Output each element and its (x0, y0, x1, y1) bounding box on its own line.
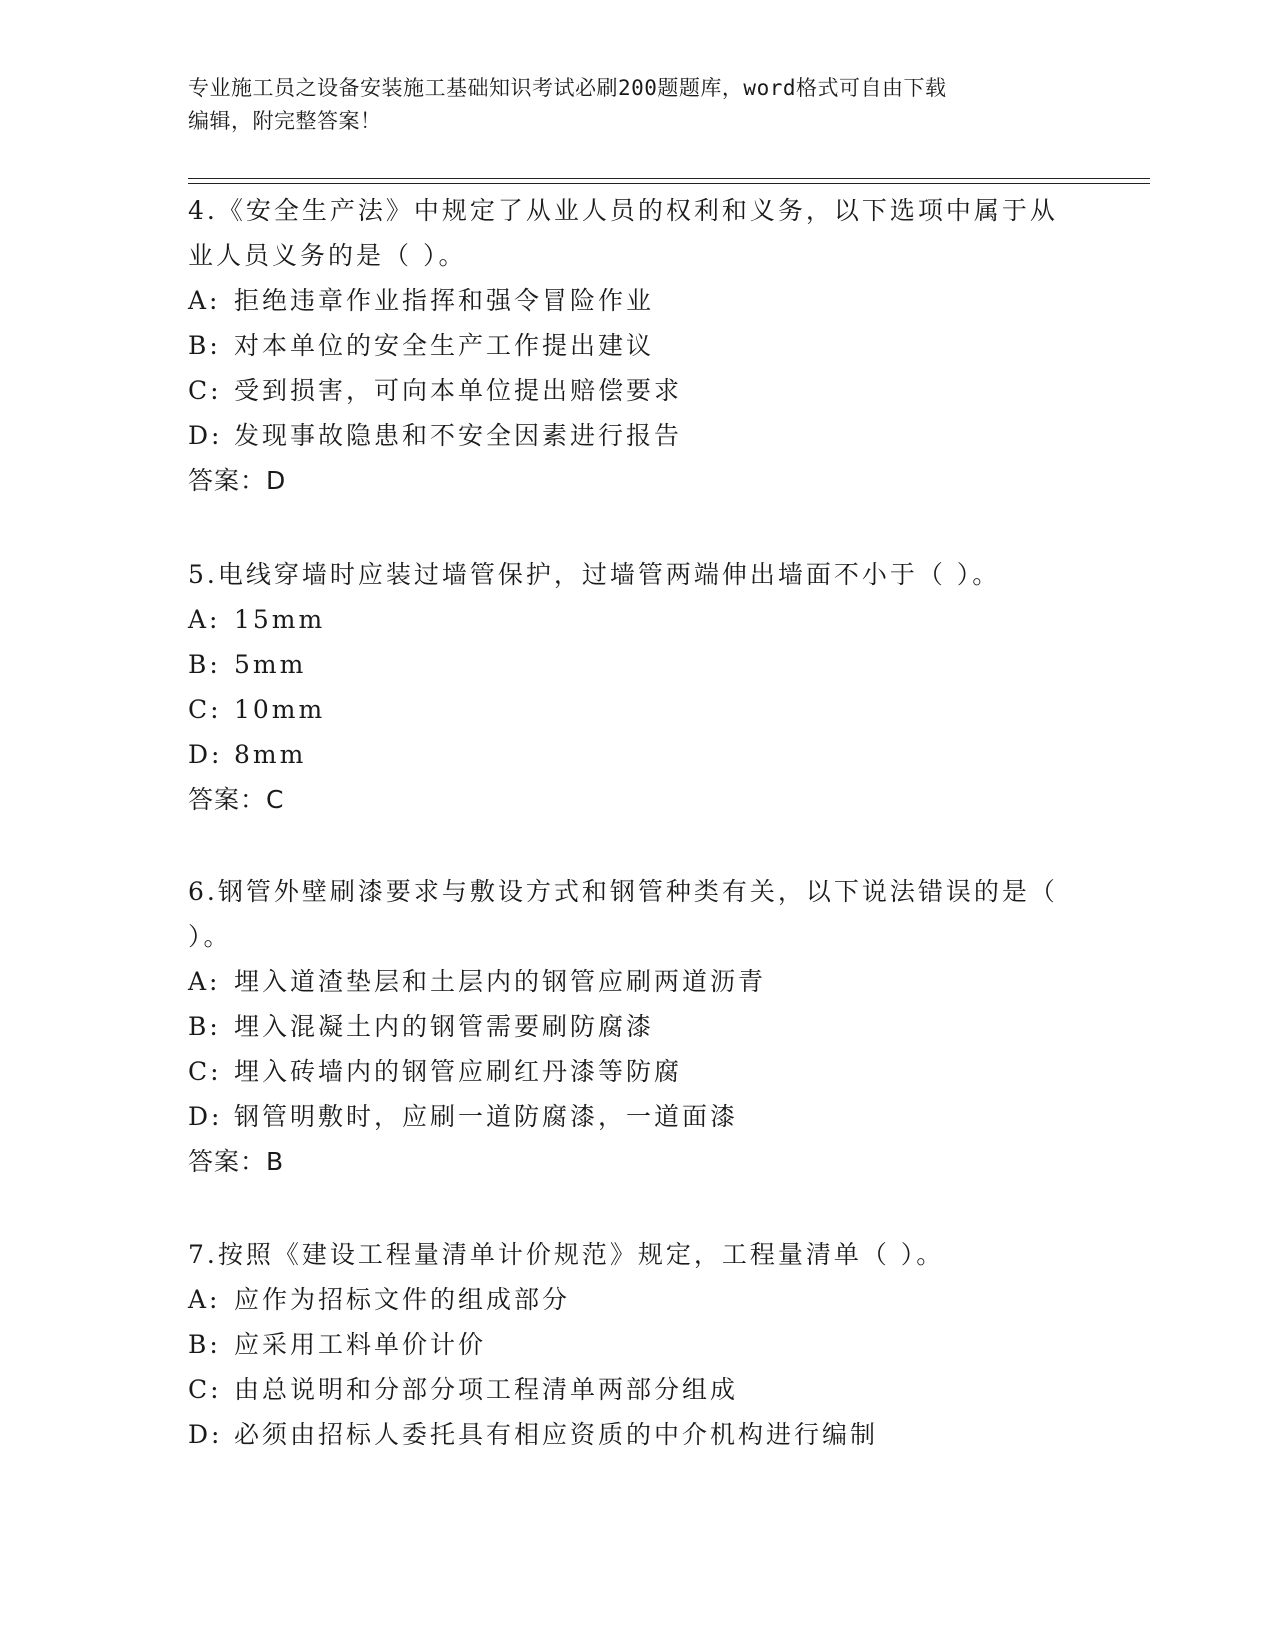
question-text: 7.按照《建设工程量清单计价规范》规定，工程量清单（ ）。 (188, 1240, 945, 1269)
option-b (188, 323, 1068, 368)
option-a (188, 278, 1068, 323)
option-d (188, 732, 1068, 777)
option-text: 埋入道渣垫层和土层内的钢管应刷两道沥青 (234, 967, 767, 996)
question-7 (188, 1232, 1068, 1457)
option-text: 受到损害，可向本单位提出赔偿要求 (234, 376, 683, 405)
option-label: C: (188, 695, 222, 724)
option-label: C: (188, 1057, 222, 1086)
option-label: D: (188, 421, 223, 450)
option-text: 由总说明和分部分项工程清单两部分组成 (234, 1375, 739, 1404)
option-label: B: (188, 331, 221, 360)
question-text: 6.钢管外壁刷漆要求与敷设方式和钢管种类有关，以下说法错误的是（ ）。 (188, 877, 1058, 951)
option-label: B: (188, 1012, 221, 1041)
option-text: 5mm (234, 650, 307, 679)
option-label: C: (188, 376, 222, 405)
option-d (188, 1094, 1068, 1139)
option-text: 拒绝违章作业指挥和强令冒险作业 (234, 286, 655, 315)
question-5 (188, 552, 1068, 822)
header-line-1: 专业施工员之设备安装施工基础知识考试必刷200题题库，word格式可自由下载 (188, 76, 947, 100)
option-a (188, 959, 1068, 1004)
option-d (188, 1412, 1068, 1457)
option-text: 发现事故隐患和不安全因素进行报告 (234, 421, 683, 450)
option-text: 埋入混凝土内的钢管需要刷防腐漆 (234, 1012, 655, 1041)
option-text: 应作为招标文件的组成部分 (234, 1285, 571, 1314)
option-text: 8mm (234, 740, 307, 769)
option-text: 必须由招标人委托具有相应资质的中介机构进行编制 (234, 1420, 879, 1449)
question-text: 5.电线穿墙时应装过墙管保护，过墙管两端伸出墙面不小于（ ）。 (188, 560, 1001, 589)
option-b (188, 642, 1068, 687)
option-c (188, 368, 1068, 413)
answer-line: 答案：C (188, 785, 285, 814)
option-label: A: (188, 286, 221, 315)
header-divider-top (188, 178, 1150, 179)
answer-line: 答案：D (188, 466, 287, 495)
option-a (188, 1277, 1068, 1322)
option-c (188, 1049, 1068, 1094)
option-text: 埋入砖墙内的钢管应刷红丹漆等防腐 (234, 1057, 683, 1086)
option-label: A: (188, 967, 221, 996)
option-text: 应采用工料单价计价 (234, 1330, 487, 1359)
option-b (188, 1004, 1068, 1049)
option-label: D: (188, 1102, 223, 1131)
option-label: B: (188, 650, 221, 679)
option-a (188, 597, 1068, 642)
option-c (188, 1367, 1068, 1412)
option-label: B: (188, 1330, 221, 1359)
option-label: D: (188, 740, 223, 769)
option-label: A: (188, 1285, 221, 1314)
option-label: C: (188, 1375, 222, 1404)
option-text: 10mm (234, 695, 326, 724)
document-header (188, 72, 1088, 138)
header-divider-bottom (188, 183, 1150, 184)
question-6 (188, 869, 1068, 1184)
option-c (188, 687, 1068, 732)
option-text: 对本单位的安全生产工作提出建议 (234, 331, 655, 360)
question-text: 4.《安全生产法》中规定了从业人员的权利和义务，以下选项中属于从业人员义务的是（ ）。 (188, 196, 1058, 270)
option-label: D: (188, 1420, 223, 1449)
option-b (188, 1322, 1068, 1367)
option-label: A: (188, 605, 221, 634)
answer-line: 答案：B (188, 1147, 285, 1176)
option-text: 钢管明敷时，应刷一道防腐漆，一道面漆 (234, 1102, 739, 1131)
header-line-2: 编辑，附完整答案！ (188, 109, 382, 133)
option-text: 15mm (234, 605, 326, 634)
question-4 (188, 188, 1068, 503)
option-d (188, 413, 1068, 458)
